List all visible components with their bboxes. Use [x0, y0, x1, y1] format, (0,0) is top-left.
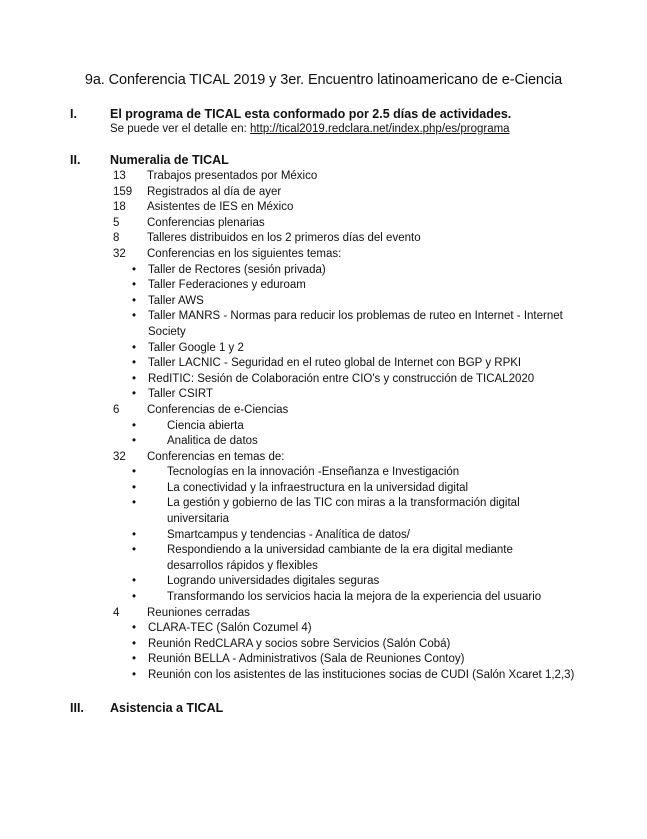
stat-row — [110, 606, 580, 622]
bullet-icon: • — [132, 622, 137, 635]
section-1-number: I. — [70, 107, 77, 121]
stat-row — [110, 169, 580, 185]
list-item — [110, 294, 580, 310]
list-item — [110, 496, 580, 527]
bullet-icon: • — [132, 435, 137, 448]
list-item-text: Smartcampus y tendencias - Analítica de datos/ — [167, 528, 410, 541]
stat-row — [110, 450, 580, 466]
section-2-number: II. — [70, 153, 81, 167]
list-item-text: Analitica de datos — [167, 435, 258, 448]
list-item — [110, 356, 580, 372]
list-item-text: Taller Google 1 y 2 — [148, 341, 244, 354]
list-item — [110, 434, 580, 450]
bullet-icon: • — [132, 544, 137, 557]
list-item — [110, 574, 580, 590]
list-item-text: Taller Federaciones y eduroam — [148, 279, 306, 292]
section-2-title: Numeralia de TICAL — [110, 153, 229, 167]
list-item — [110, 481, 580, 497]
bullet-icon: • — [132, 591, 137, 604]
stat-count: 5 — [113, 216, 120, 229]
program-link[interactable]: http://tical2019.redclara.net/index.php/es/programa — [250, 123, 510, 135]
stat-row — [110, 231, 580, 247]
bullet-icon: • — [132, 419, 137, 432]
list-item-text: Tecnologías en la innovación -Enseñanza e Investigación — [167, 466, 460, 479]
stat-label: Asistentes de IES en México — [147, 201, 294, 214]
list-item — [110, 637, 580, 653]
list-item — [110, 621, 580, 637]
list-item-text: La conectividad y la infraestructura en la universidad digital — [167, 481, 469, 494]
stat-label: Trabajos presentados por México — [147, 170, 318, 182]
stat-row — [110, 216, 580, 232]
list-item — [110, 309, 580, 340]
bullet-icon: • — [132, 497, 137, 510]
stat-label: Conferencias en los siguientes temas: — [147, 247, 342, 260]
bullet-icon: • — [132, 341, 137, 354]
stat-count: 18 — [113, 201, 126, 214]
stat-label: Conferencias en temas de: — [147, 450, 285, 463]
list-item — [110, 543, 580, 574]
bullet-icon: • — [132, 357, 137, 370]
bullet-icon: • — [132, 575, 137, 588]
stat-row — [110, 185, 580, 201]
list-item-text: Ciencia abierta — [167, 419, 244, 432]
detail-prefix: Se puede ver el detalle en: — [110, 123, 251, 135]
stat-count: 32 — [113, 450, 126, 463]
list-item — [110, 419, 580, 435]
stat-count: 13 — [113, 170, 126, 182]
section-3-title: Asistencia a TICAL — [110, 701, 224, 715]
section-1-title: El programa de TICAL esta conformado por 2.5 días de actividades. — [110, 107, 512, 121]
list-item-text: CLARA-TEC (Salón Cozumel 4) — [148, 622, 312, 635]
stat-label: Conferencias de e-Ciencias — [147, 403, 289, 416]
list-item-text: Respondiendo a la universidad cambiante de la era digital mediante desarrollos rápidos y flexibles — [167, 544, 513, 572]
list-item-text: Taller AWS — [148, 294, 204, 307]
stat-count: 6 — [113, 403, 120, 416]
bullet-icon: • — [132, 310, 137, 323]
stat-count: 32 — [113, 247, 126, 260]
bullet-icon: • — [132, 294, 137, 307]
list-item-text: Reunión RedCLARA y socios sobre Servicios (Salón Cobá) — [148, 637, 451, 650]
list-item-text: Reunión BELLA - Administrativos (Sala de Reuniones Contoy) — [148, 653, 465, 666]
list-item-text: Taller de Rectores (sesión privada) — [148, 263, 326, 276]
bullet-icon: • — [132, 637, 137, 650]
stat-count: 159 — [113, 185, 133, 198]
list-item — [110, 387, 580, 403]
list-item — [110, 278, 580, 294]
stat-label: Conferencias plenarias — [147, 216, 265, 229]
list-item-text: Taller CSIRT — [148, 388, 213, 401]
bullet-icon: • — [132, 279, 137, 292]
stat-row — [110, 200, 580, 216]
stat-row — [110, 403, 580, 419]
bullet-icon: • — [132, 372, 137, 385]
list-item-text: Transformando los servicios hacia la mejora de la experiencia del usuario — [167, 591, 542, 604]
list-item — [110, 668, 580, 684]
list-item — [110, 652, 580, 668]
stat-label: Registrados al día de ayer — [147, 185, 282, 198]
list-item-text: Logrando universidades digitales seguras — [167, 575, 380, 588]
stat-label: Reuniones cerradas — [147, 606, 250, 619]
bullet-icon: • — [132, 481, 137, 494]
bullet-icon: • — [132, 669, 137, 681]
stat-count: 4 — [113, 606, 120, 619]
list-item — [110, 372, 580, 388]
bullet-icon: • — [132, 263, 137, 276]
list-item — [110, 341, 580, 357]
bullet-icon: • — [132, 528, 137, 541]
section-3-number: III. — [70, 701, 84, 715]
list-item — [110, 528, 580, 544]
bullet-icon: • — [132, 388, 137, 401]
stat-label: Talleres distribuidos en los 2 primeros días del evento — [147, 232, 421, 245]
list-item-text: Taller MANRS - Normas para reducir los problemas de ruteo en Internet - Internet Society — [148, 310, 563, 338]
bullet-icon: • — [132, 466, 137, 479]
bullet-icon: • — [132, 653, 137, 666]
list-item — [110, 263, 580, 279]
section-1-detail — [110, 122, 510, 138]
list-item-text: RedITIC: Sesión de Colaboración entre CIO's y construcción de TICAL2020 — [148, 372, 535, 385]
numeralia-list — [110, 169, 580, 684]
stat-row — [110, 247, 580, 263]
stat-count: 8 — [113, 232, 120, 245]
list-item-text: Reunión con los asistentes de las instituciones socias de CUDI (Salón Xcaret 1,2,3) — [148, 669, 575, 681]
list-item-text: La gestión y gobierno de las TIC con miras a la transformación digital universitaria — [167, 497, 520, 526]
list-item — [110, 590, 580, 606]
document-title: 9a. Conferencia TICAL 2019 y 3er. Encuentro latinoamericano de e-Ciencia — [84, 72, 563, 88]
list-item — [110, 465, 580, 481]
list-item-text: Taller LACNIC - Seguridad en el ruteo global de Internet con BGP y RPKI — [148, 357, 522, 370]
